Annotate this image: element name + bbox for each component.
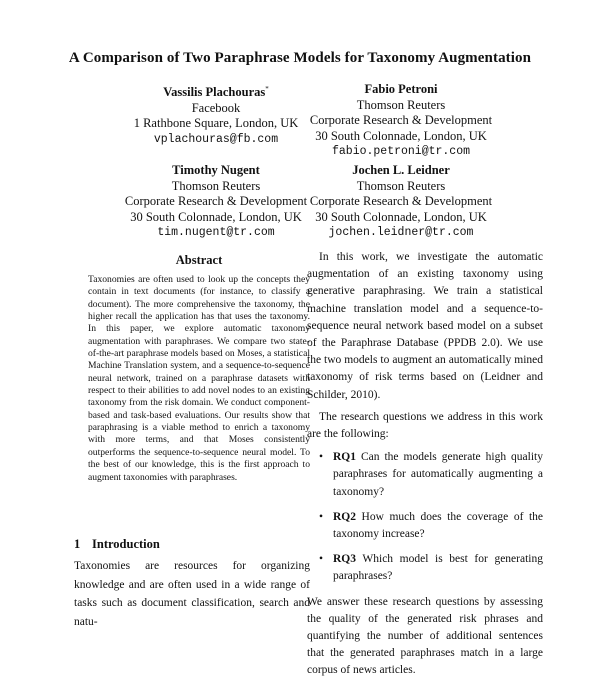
- author-department: Corporate Research & Development: [309, 113, 493, 127]
- research-question-item: [307, 509, 543, 543]
- research-question-item: [307, 449, 543, 501]
- research-question-id: RQ1: [333, 451, 356, 464]
- section-number: 1: [74, 537, 81, 551]
- author-email: jochen.leidner@tr.com: [328, 226, 474, 239]
- author-department: Corporate Research & Development: [124, 194, 308, 208]
- author-block-2: [271, 82, 531, 160]
- author-affiliation: Thomson Reuters: [171, 178, 261, 193]
- bullet-icon: •: [319, 553, 324, 566]
- author-affiliation: Facebook: [191, 100, 241, 115]
- author-block-4: [271, 163, 531, 241]
- abstract-text: Taxonomies are often used to look up the concepts they contain in text documents (for instance, to classify a document). The more comprehensive the taxonomy, the higher recall the application has that uses the taxonomy. In this paper, we explore automatic taxonomy augmentation with paraphrases. We compare two state-of-the-art paraphrase models based on Moses, a statistical Machine Translation system, and a sequence-to-sequence neural network, trained on a paraphrase datasets with respect to their abilities to add novel nodes to an existing taxonomy from the risk domain. We conduct component-based and task-based evaluations. Our results show that paraphrasing is a viable method to enrich a taxonomy with more terms, and that Moses consistently outperforms the sequence-to-sequence neural model. To the best of our knowledge, this is the first approach to augment taxonomies with paraphrases.: [88, 274, 310, 483]
- author-address: 1 Rathbone Square, London, UK: [133, 116, 299, 131]
- author-footnote-mark: *: [265, 85, 269, 93]
- abstract-heading: Abstract: [175, 253, 223, 267]
- research-question-item: [307, 551, 543, 585]
- author-affiliation: Thomson Reuters: [356, 178, 446, 193]
- author-department: Corporate Research & Development: [309, 194, 493, 208]
- paragraph-research-questions-intro: The research questions we address in this work are the following:: [307, 410, 543, 441]
- author-name: Jochen L. Leidner: [352, 163, 450, 177]
- author-address: 30 South Colonnade, London, UK: [315, 128, 487, 143]
- research-question-text: Which model is best for generating paraphrases?: [333, 553, 543, 583]
- research-question-id: RQ2: [333, 510, 356, 523]
- author-address: 30 South Colonnade, London, UK: [130, 209, 302, 224]
- right-column: [307, 249, 543, 680]
- author-name: Timothy Nugent: [172, 163, 260, 177]
- section-title: Introduction: [92, 537, 160, 551]
- author-name: Vassilis Plachouras*: [163, 85, 269, 100]
- paper-title: A Comparison of Two Paraphrase Models for Taxonomy Augmentation: [68, 50, 532, 66]
- author-email: fabio.petroni@tr.com: [331, 145, 471, 158]
- author-name: Fabio Petroni: [364, 82, 438, 96]
- introduction-text: Taxonomies are resources for organizing knowledge and are often used in a wide range of tasks such as document classification, search and natu-: [74, 560, 310, 628]
- research-question-id: RQ3: [333, 553, 356, 566]
- author-address: 30 South Colonnade, London, UK: [315, 209, 487, 224]
- author-affiliation: Thomson Reuters: [356, 97, 446, 112]
- author-email: vplachouras@fb.com: [153, 132, 279, 146]
- author-email: tim.nugent@tr.com: [157, 226, 275, 239]
- section-heading-introduction: [74, 537, 160, 552]
- research-question-text: Can the models generate high quality paraphrases for automatically augmenting a taxonomy?: [333, 451, 544, 498]
- bullet-icon: •: [319, 451, 324, 464]
- paragraph-work-summary: In this work, we investigate the automatic augmentation of an existing taxonomy using generative paraphrasing. We train a statistical machine translation model and a sequence-to-sequence neural network based model on a subset of the Paraphrase Database (PPDB 2.0). We use the two models to augment an automatically mined taxonomy of risk terms based on (Leidner and Schilder, 2010).: [307, 251, 543, 401]
- paragraph-answer-approach: We answer these research questions by assessing the quality of the generated risk phrases and quantifying the number of additional sentences that the generated paraphrases match in a large corpus of news articles.: [307, 595, 543, 677]
- research-question-text: How much does the coverage of the taxonomy increase?: [333, 510, 543, 541]
- research-question-list: [307, 449, 543, 585]
- bullet-icon: •: [319, 510, 324, 523]
